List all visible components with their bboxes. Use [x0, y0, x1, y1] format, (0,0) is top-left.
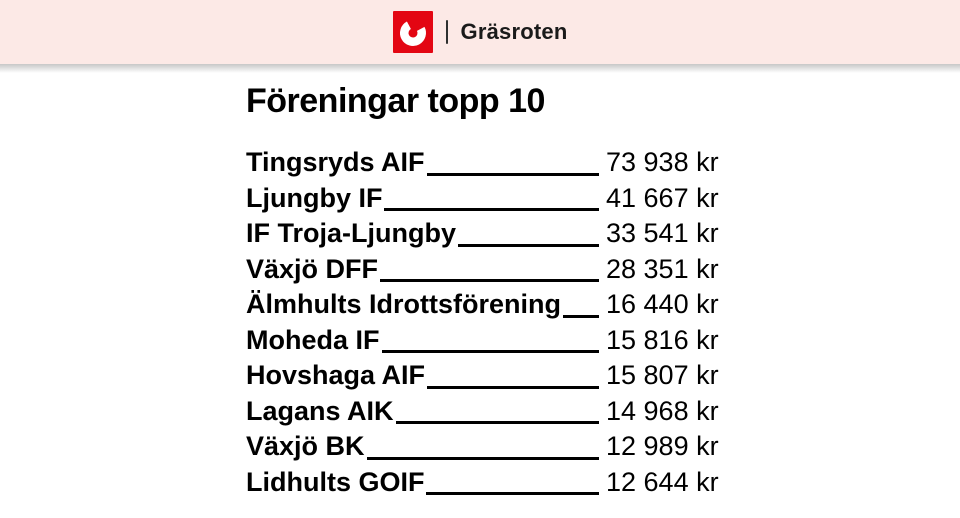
table-row — [246, 181, 728, 217]
club-name: Växjö BK — [246, 431, 365, 462]
club-amount: 33 541 kr — [606, 218, 719, 249]
brand-title: Gräsroten — [460, 19, 568, 44]
club-amount: 41 667 kr — [606, 182, 719, 213]
club-name: Älmhults Idrottsförening — [246, 289, 561, 320]
table-row — [246, 323, 728, 359]
header-shadow — [0, 64, 960, 73]
club-name: Hovshaga AIF — [246, 360, 426, 391]
table-row — [246, 465, 728, 501]
top10-list — [246, 145, 728, 500]
table-row — [246, 394, 728, 430]
table-row — [246, 252, 728, 288]
leader-line — [380, 323, 607, 359]
club-amount: 15 807 kr — [606, 360, 719, 391]
table-row — [246, 358, 728, 394]
club-name: Lidhults GOIF — [246, 466, 425, 497]
club-name: IF Troja-Ljungby — [246, 218, 456, 249]
leader-line — [425, 145, 606, 181]
club-name: Ljungby IF — [246, 182, 383, 213]
club-name: Tingsryds AIF — [246, 147, 425, 178]
club-amount: 15 816 kr — [606, 324, 719, 355]
page-title: Föreningar topp 10 — [246, 82, 545, 120]
top-bar — [0, 0, 960, 64]
leader-line — [378, 252, 606, 288]
brand-link[interactable] — [393, 11, 568, 53]
table-row — [246, 287, 728, 323]
table-row — [246, 145, 728, 181]
svenska-spel-logo-icon — [393, 11, 433, 53]
leader-line — [561, 287, 606, 323]
header-divider — [446, 20, 448, 44]
leader-line — [425, 358, 606, 394]
club-name: Växjö DFF — [246, 253, 379, 284]
club-name: Lagans AIK — [246, 395, 394, 426]
club-amount: 16 440 kr — [606, 289, 719, 320]
leader-line — [424, 465, 606, 501]
leader-line — [394, 394, 606, 430]
club-amount: 73 938 kr — [606, 147, 719, 178]
main-content — [246, 73, 728, 500]
club-amount: 12 644 kr — [606, 466, 719, 497]
club-amount: 12 989 kr — [606, 431, 719, 462]
leader-line — [456, 216, 606, 252]
table-row — [246, 429, 728, 465]
club-name: Moheda IF — [246, 324, 380, 355]
leader-line — [382, 181, 606, 217]
club-amount: 28 351 kr — [606, 253, 719, 284]
table-row — [246, 216, 728, 252]
club-amount: 14 968 kr — [606, 395, 719, 426]
leader-line — [365, 429, 606, 465]
